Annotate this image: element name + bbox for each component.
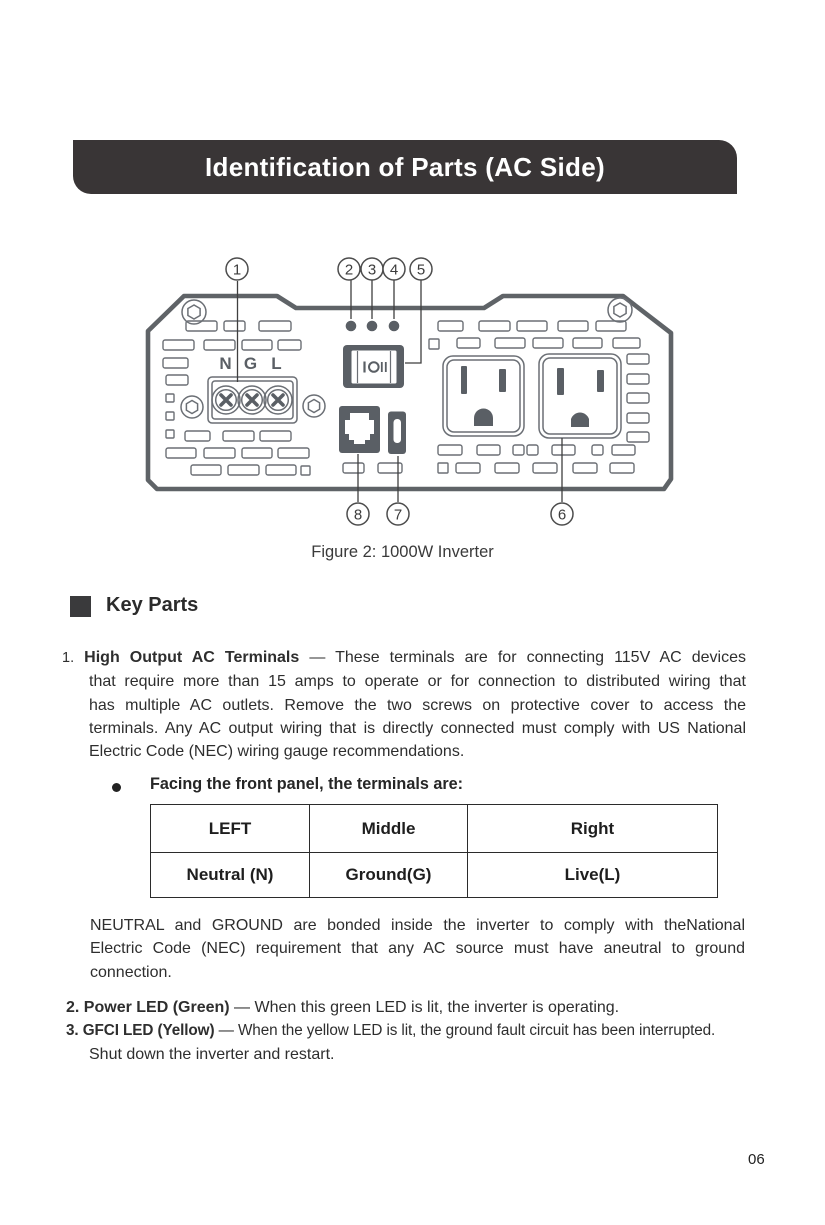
item-number: 2. <box>66 999 80 1016</box>
svg-text:5: 5 <box>416 261 426 279</box>
led-indicator-icons <box>346 321 400 332</box>
table-header-cell: Right <box>468 805 718 853</box>
item-3: 3. GFCI LED (Yellow) — When the yellow LED is lit, the ground fault circuit has been interrupted. <box>66 1022 716 1039</box>
page-number: 06 <box>748 1151 765 1168</box>
terminal-screw-icons <box>212 386 292 414</box>
callout-7 <box>387 503 409 525</box>
nec-note-line: Electric Code (NEC) requirement that any AC source must have aneutral to ground <box>90 940 745 958</box>
ac-outlet-right <box>539 354 621 438</box>
table-cell: Live(L) <box>468 853 718 898</box>
item-1-line: Electric Code (NEC) wiring gauge recommendations. <box>89 743 465 761</box>
power-switch-icon <box>343 345 404 388</box>
svg-text:6: 6 <box>557 506 567 524</box>
svg-text:2: 2 <box>344 261 354 279</box>
bullet-note: Facing the front panel, the terminals are: <box>150 775 464 793</box>
bullet-dot <box>112 783 121 792</box>
section-title: Identification of Parts (AC Side) <box>205 151 605 182</box>
callout-8 <box>347 503 369 525</box>
inverter-diagram <box>138 253 692 537</box>
svg-text:7: 7 <box>393 506 403 524</box>
callout-6 <box>551 503 573 525</box>
callout-3 <box>361 258 383 280</box>
remote-port-icon <box>339 406 380 453</box>
figure-caption: Figure 2: 1000W Inverter <box>311 543 494 561</box>
item-title: Power LED (Green) <box>83 999 230 1016</box>
ac-outlet-left <box>443 356 524 436</box>
table-cell: Ground(G) <box>310 853 468 898</box>
item-2: 2. Power LED (Green) — When this green LED is lit, the inverter is operating. <box>66 999 620 1016</box>
callout-1 <box>226 258 248 280</box>
nec-note-line: NEUTRAL and GROUND are bonded inside the inverter to comply with theNational <box>90 917 745 934</box>
terminal-label-g: G <box>243 354 259 373</box>
nec-note-line: connection. <box>90 963 172 981</box>
item-title: High Output AC Terminals <box>84 649 300 666</box>
svg-text:8: 8 <box>353 506 363 524</box>
item-1-line: terminals. Any AC output wiring that is directly connected must comply with US National <box>89 719 746 737</box>
svg-text:1: 1 <box>232 261 242 279</box>
nec-note <box>90 914 745 984</box>
item-title: GFCI LED (Yellow) <box>82 1022 215 1039</box>
item-1 <box>62 646 746 763</box>
section-header-banner <box>73 140 737 194</box>
item-3-line2: Shut down the inverter and restart. <box>89 1046 335 1063</box>
terminals-table <box>150 804 718 898</box>
callout-5 <box>410 258 432 280</box>
svg-text:3: 3 <box>367 261 377 279</box>
ac-terminal-block <box>208 377 297 423</box>
item-1-line: has multiple AC outlets. Remove the two screws on protective cover to access the <box>89 696 746 714</box>
table-header-cell: Middle <box>310 805 468 853</box>
item-number: 1. <box>62 650 75 666</box>
item-1-line: that require more than 15 amps to operate or for connection to distributed wiring that <box>89 673 746 691</box>
callout-4 <box>383 258 405 280</box>
svg-text:4: 4 <box>389 261 399 279</box>
section-heading: Key Parts <box>106 594 199 616</box>
terminal-label-n: N <box>219 354 233 373</box>
terminal-label-l: L <box>271 354 283 373</box>
table-header-cell: LEFT <box>151 805 310 853</box>
table-cell: Neutral (N) <box>151 853 310 898</box>
item-1-line: 1. High Output AC Terminals — These terminals are for connecting 115V AC devices <box>62 649 746 666</box>
callout-2 <box>338 258 360 280</box>
terminal-labels <box>219 354 282 373</box>
section-bullet-square <box>70 596 91 617</box>
item-number: 3. <box>66 1022 79 1039</box>
usb-port-icon <box>388 412 406 455</box>
